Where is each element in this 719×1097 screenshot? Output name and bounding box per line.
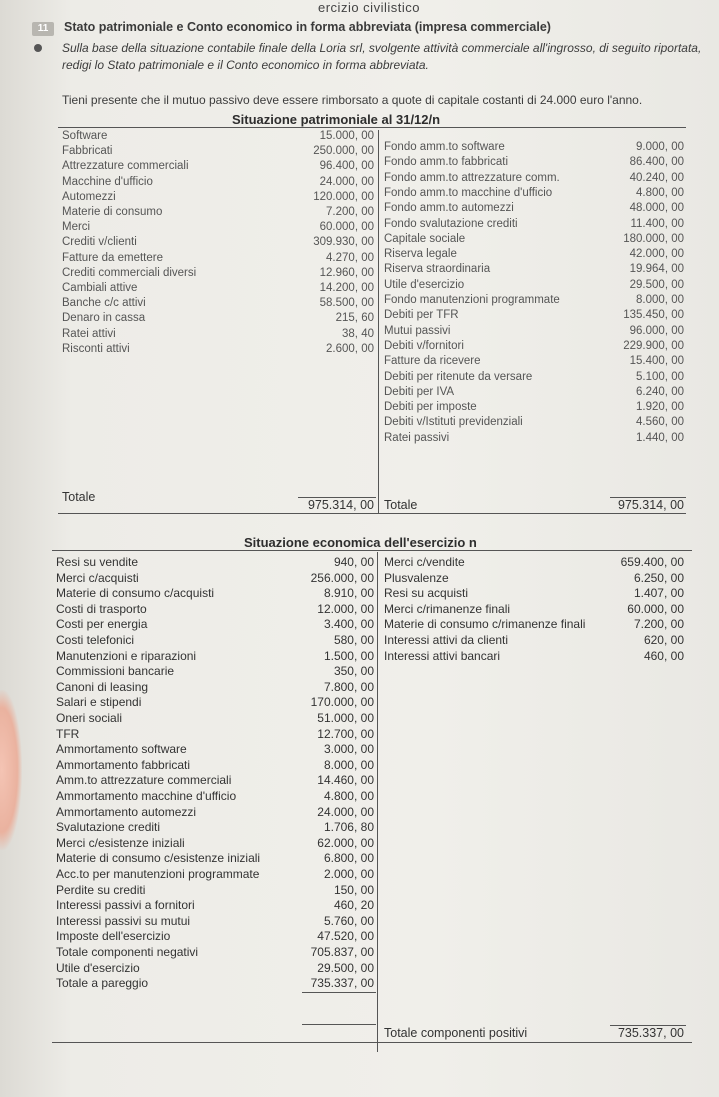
income-statement-cost-amount: 8.910, 00	[323, 586, 374, 601]
balance-sheet-liability-amount: 40.240, 00	[629, 171, 684, 184]
income-statement-cost-amount: 12.700, 00	[317, 726, 374, 741]
income-statement-cost-label: Interessi passivi a fornitori	[56, 898, 195, 913]
balance-sheet-asset-label: Risconti attivi	[62, 342, 130, 355]
income-statement-cost-amount: 3.400, 00	[323, 617, 374, 632]
income-statement-cost-label: Materie di consumo c/esistenze iniziali	[56, 851, 261, 866]
income-statement-cost-amount: 47.520, 00	[317, 929, 374, 944]
income-statement-revenue-amount: 460, 00	[643, 648, 684, 663]
income-statement-divider	[377, 552, 378, 1052]
income-statement-revenue-label: Interessi attivi bancari	[384, 648, 501, 663]
balance-sheet-asset-label: Merci	[62, 221, 91, 234]
income-statement-cost-label: Ammortamento macchine d'ufficio	[56, 789, 237, 803]
income-statement-cost-label: Salari e stipendi	[56, 695, 142, 710]
income-statement-cost-amount: 150, 00	[333, 882, 374, 897]
balance-sheet-asset-amount: 60.000, 00	[319, 221, 374, 234]
balance-sheet-liability-amount: 135.450, 00	[623, 309, 684, 322]
balance-sheet-liability-amount: 180.000, 00	[623, 232, 684, 245]
balance-sheet-asset-label: Macchine d'ufficio	[62, 175, 153, 188]
balance-sheet-liability-amount: 6.240, 00	[636, 385, 684, 398]
balance-sheet-asset-label: Crediti commerciali diversi	[62, 266, 197, 279]
income-statement-revenue-amount: 6.250, 00	[633, 570, 684, 585]
balance-sheet-asset-label: Software	[62, 130, 108, 142]
balance-sheet-asset-label: Crediti v/clienti	[62, 236, 137, 249]
balance-sheet-liability-label: Fondo manutenzioni programmate	[384, 294, 560, 306]
income-statement-cost-label: Ammortamento automezzi	[56, 804, 197, 819]
balance-sheet-liability-label: Debiti per ritenute da versare	[384, 370, 533, 383]
balance-sheet-liability-amount: 11.400, 00	[630, 217, 684, 230]
income-statement-cost-label: Manutenzioni e riparazioni	[56, 648, 197, 663]
balance-sheet-liability-amount: 96.000, 00	[629, 324, 684, 337]
thumb-photo-artifact	[0, 690, 22, 850]
income-statement-cost-amount: 14.460, 00	[317, 773, 374, 788]
income-statement-cost-label: Oneri sociali	[56, 711, 123, 725]
balance-sheet-liability-label: Fondo amm.to attrezzature comm.	[384, 171, 560, 184]
balance-sheet-liability-amount: 229.900, 00	[623, 339, 684, 352]
balance-sheet-total-label-right: Totale	[384, 498, 418, 512]
balance-sheet-liability-amount: 15.400, 00	[629, 355, 684, 368]
balance-sheet-liability-label: Fondo amm.to fabbricati	[384, 156, 509, 169]
income-statement-subtotal-rule	[302, 992, 376, 993]
chapter-tab: ercizio civilistico	[318, 0, 420, 15]
income-statement-cost-label: Canoni di leasing	[56, 679, 149, 694]
income-statement-cost-label: Costi di trasporto	[56, 601, 147, 616]
balance-sheet-liability-amount: 5.100, 00	[636, 370, 684, 383]
income-statement-cost-amount: 350, 00	[333, 664, 374, 679]
income-statement-total-rule	[302, 1024, 376, 1025]
balance-sheet-liability-label: Fondo amm.to automezzi	[384, 202, 514, 215]
balance-sheet-asset-amount: 2.600, 00	[326, 342, 374, 355]
exercise-text: Sulla base della situazione contabile finale della Loria srl, svolgente attività commerciale all'ingrosso, di seguito riportata, redigi lo Stato patrimoniale e il Conto economico in forma abbreviata.	[62, 41, 702, 72]
income-statement-cost-label: Merci c/acquisti	[56, 570, 139, 585]
balance-sheet-liability-amount: 8.000, 00	[636, 294, 684, 306]
income-statement-cost-amount: 705.837, 00	[310, 945, 374, 959]
balance-sheet-liability-label: Fondo amm.to macchine d'ufficio	[384, 186, 553, 199]
balance-sheet-asset-amount: 7.200, 00	[326, 206, 374, 218]
income-statement-cost-amount: 24.000, 00	[317, 804, 374, 819]
exercise-number: 11	[32, 22, 54, 36]
balance-sheet-asset-label: Ratei attivi	[62, 327, 116, 340]
income-statement-cost-amount: 170.000, 00	[310, 695, 374, 710]
balance-sheet-title: Situazione patrimoniale al 31/12/n	[232, 112, 441, 127]
balance-sheet-asset-label: Fatture da emettere	[62, 251, 163, 264]
income-statement-revenue-label: Merci c/rimanenze finali	[384, 601, 511, 616]
income-statement-cost-label: Costi telefonici	[56, 633, 135, 647]
income-statement-revenue-amount: 620, 00	[643, 633, 684, 647]
income-statement-revenue-amount: 659.400, 00	[620, 555, 684, 569]
balance-sheet-liability-label: Ratei passivi	[384, 431, 450, 444]
balance-sheet-asset-label: Banche c/c attivi	[62, 297, 146, 310]
income-statement-cost-label: TFR	[56, 726, 80, 741]
income-statement-cost-label: Ammortamento fabbricati	[56, 757, 191, 772]
balance-sheet-asset-amount: 14.200, 00	[319, 282, 374, 294]
income-statement-cost-label: Costi per energia	[56, 617, 148, 632]
balance-sheet-bottom-rule	[58, 513, 686, 514]
balance-sheet-asset-label: Automezzi	[62, 190, 116, 203]
balance-sheet-liability-amount: 48.000, 00	[629, 202, 684, 215]
income-statement-cost-label: Acc.to per manutenzioni programmate	[56, 867, 260, 881]
balance-sheet-liability-label: Fatture da ricevere	[384, 355, 481, 368]
balance-sheet-asset-amount: 24.000, 00	[319, 175, 374, 188]
bullet-icon	[34, 44, 42, 52]
exercise-note: Tieni presente che il mutuo passivo deve essere rimborsato a quote di capitale costanti di 24.000 euro l'anno.	[62, 93, 643, 107]
income-statement-cost-amount: 8.000, 00	[323, 757, 374, 772]
income-statement-total-amount-right: 735.337, 00	[617, 1026, 684, 1040]
income-statement-cost-amount: 735.337, 00	[310, 976, 374, 991]
balance-sheet-liability-amount: 19.964, 00	[629, 263, 684, 276]
income-statement-cost-label: Imposte dell'esercizio	[56, 929, 171, 944]
income-statement-revenue-amount: 1.407, 00	[633, 586, 684, 601]
income-statement-cost-amount: 256.000, 00	[310, 570, 374, 585]
income-statement-cost-label: Merci c/esistenze iniziali	[56, 835, 185, 850]
income-statement-revenue-amount: 60.000, 00	[627, 601, 684, 616]
balance-sheet-asset-amount: 215, 60	[335, 312, 374, 325]
balance-sheet-asset-label: Attrezzature commerciali	[62, 160, 189, 173]
balance-sheet-liability-label: Mutui passivi	[384, 324, 451, 337]
balance-sheet-asset-label: Fabbricati	[62, 145, 113, 158]
income-statement-cost-label: Totale componenti negativi	[56, 945, 199, 959]
income-statement-revenue-label: Materie di consumo c/rimanenze finali	[384, 617, 586, 632]
income-statement-bottom-rule	[52, 1042, 692, 1043]
income-statement-cost-amount: 62.000, 00	[317, 835, 374, 850]
balance-sheet-liability-amount: 42.000, 00	[629, 248, 684, 261]
income-statement-top-rule	[52, 550, 692, 551]
balance-sheet-liability-amount: 9.000, 00	[636, 141, 684, 153]
balance-sheet-asset-label: Denaro in cassa	[62, 312, 146, 325]
balance-sheet-liability-label: Debiti v/fornitori	[384, 339, 464, 352]
income-statement-cost-label: Perdite su crediti	[56, 882, 146, 897]
balance-sheet-asset-amount: 38, 40	[342, 327, 374, 340]
income-statement-total-label-right: Totale componenti positivi	[384, 1026, 528, 1040]
income-statement-cost-amount: 51.000, 00	[317, 711, 374, 725]
balance-sheet-liability-label: Fondo amm.to software	[384, 141, 505, 153]
income-statement-cost-label: Ammortamento software	[56, 742, 187, 757]
balance-sheet-liability-label: Debiti v/Istituti previdenziali	[384, 416, 523, 429]
balance-sheet-total-amount-left: 975.314, 00	[307, 498, 374, 512]
income-statement-title: Situazione economica dell'esercizio n	[244, 535, 477, 550]
income-statement-cost-label: Commissioni bancarie	[56, 664, 175, 679]
balance-sheet-liability-label: Fondo svalutazione crediti	[384, 217, 518, 230]
balance-sheet-total-label-left: Totale	[62, 490, 96, 504]
income-statement-cost-amount: 12.000, 00	[317, 601, 374, 616]
income-statement-cost-amount: 2.000, 00	[323, 867, 374, 881]
income-statement-cost-label: Totale a pareggio	[56, 976, 149, 991]
income-statement-cost-amount: 29.500, 00	[317, 960, 374, 975]
balance-sheet-asset-amount: 250.000, 00	[313, 145, 374, 158]
income-statement-cost-amount: 1.706, 80	[323, 820, 374, 835]
income-statement-cost-amount: 1.500, 00	[323, 648, 374, 663]
balance-sheet-asset-amount: 12.960, 00	[319, 266, 374, 279]
balance-sheet-top-rule	[58, 127, 686, 128]
balance-sheet-asset-amount: 120.000, 00	[313, 190, 374, 203]
balance-sheet-liability-amount: 29.500, 00	[629, 278, 684, 291]
balance-sheet-asset-amount: 4.270, 00	[326, 251, 374, 264]
balance-sheet-liability-amount: 1.920, 00	[636, 401, 684, 414]
income-statement-cost-amount: 940, 00	[333, 555, 374, 569]
income-statement-revenue-label: Interessi attivi da clienti	[384, 633, 509, 647]
balance-sheet-liability-label: Debiti per TFR	[384, 309, 459, 322]
income-statement-cost-label: Amm.to attrezzature commerciali	[56, 773, 232, 788]
balance-sheet-liability-amount: 1.440, 00	[636, 431, 684, 444]
balance-sheet-liability-label: Riserva straordinaria	[384, 263, 491, 276]
balance-sheet-liability-label: Debiti per imposte	[384, 401, 477, 414]
balance-sheet-liability-label: Capitale sociale	[384, 232, 466, 245]
income-statement-revenue-amount: 7.200, 00	[633, 617, 684, 632]
income-statement-cost-amount: 6.800, 00	[323, 851, 374, 866]
income-statement-cost-amount: 7.800, 00	[323, 679, 374, 694]
balance-sheet-liability-amount: 4.800, 00	[636, 186, 684, 199]
income-statement-cost-label: Resi su vendite	[56, 555, 139, 569]
income-statement-cost-label: Svalutazione crediti	[56, 820, 161, 835]
income-statement-cost-label: Materie di consumo c/acquisti	[56, 586, 215, 601]
income-statement-cost-amount: 460, 20	[333, 898, 374, 913]
balance-sheet-asset-label: Materie di consumo	[62, 206, 163, 218]
income-statement-revenue-label: Merci c/vendite	[384, 555, 465, 569]
income-statement-cost-amount: 4.800, 00	[323, 789, 374, 803]
income-statement-cost-amount: 5.760, 00	[323, 913, 374, 928]
balance-sheet-liability-label: Debiti per IVA	[384, 385, 455, 398]
income-statement-cost-amount: 3.000, 00	[323, 742, 374, 757]
balance-sheet-liability-label: Utile d'esercizio	[384, 278, 465, 291]
balance-sheet-asset-amount: 58.500, 00	[319, 297, 374, 310]
income-statement-cost-label: Interessi passivi su mutui	[56, 913, 191, 928]
balance-sheet-asset-label: Cambiali attive	[62, 282, 138, 294]
balance-sheet-liability-amount: 4.560, 00	[636, 416, 684, 429]
income-statement-cost-label: Utile d'esercizio	[56, 960, 140, 975]
exercise-title: Stato patrimoniale e Conto economico in forma abbreviata (impresa commerciale)	[64, 20, 551, 34]
balance-sheet-divider	[378, 130, 379, 514]
income-statement-revenue-label: Plusvalenze	[384, 570, 449, 585]
balance-sheet-asset-amount: 309.930, 00	[313, 236, 374, 249]
balance-sheet-liability-label: Riserva legale	[384, 248, 457, 261]
balance-sheet-asset-amount: 15.000, 00	[319, 130, 374, 142]
balance-sheet-asset-amount: 96.400, 00	[319, 160, 374, 173]
income-statement-cost-amount: 580, 00	[333, 633, 374, 647]
balance-sheet-liability-amount: 86.400, 00	[629, 156, 684, 169]
balance-sheet-total-amount-right: 975.314, 00	[617, 498, 684, 512]
income-statement-revenue-label: Resi su acquisti	[384, 586, 469, 601]
